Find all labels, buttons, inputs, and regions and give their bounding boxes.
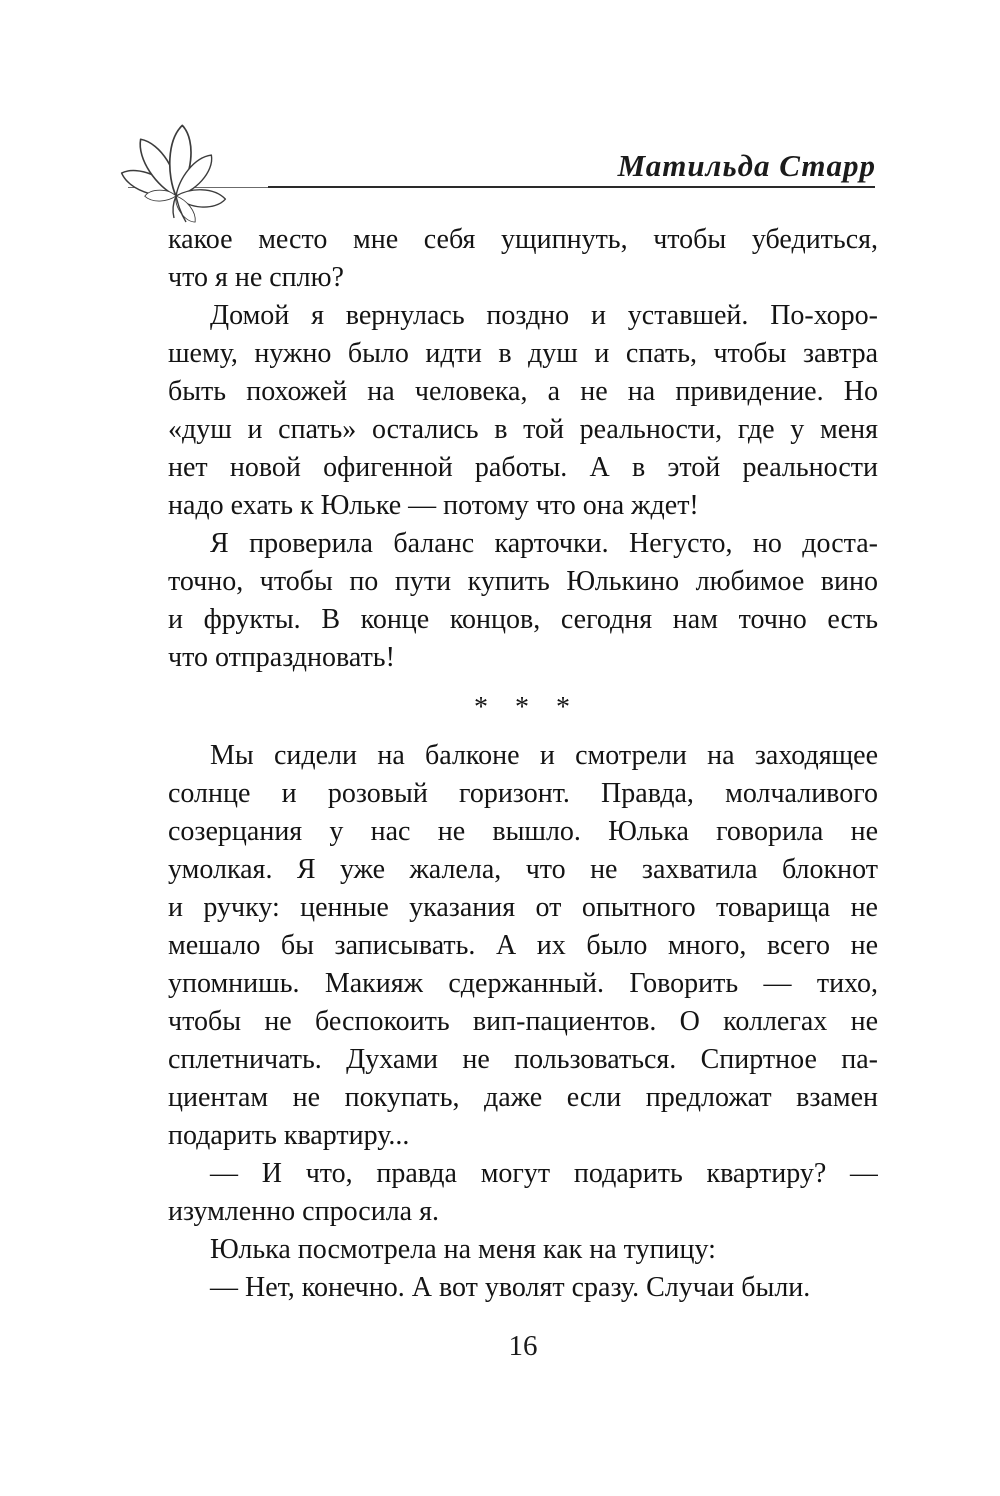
body-line: быть похожей на человека, а не на привидение. Но bbox=[168, 376, 878, 407]
body-line: сплетничать. Духами не пользоваться. Спиртное па- bbox=[168, 1044, 878, 1075]
paragraph bbox=[168, 1155, 878, 1231]
body-line: Я проверила баланс карточки. Негусто, но доста- bbox=[210, 528, 878, 559]
paragraph bbox=[168, 1269, 878, 1307]
body-line: солнце и розовый горизонт. Правда, молчаливого bbox=[168, 778, 878, 809]
paragraph bbox=[168, 525, 878, 677]
page-body bbox=[168, 221, 878, 1307]
body-line: — И что, правда могут подарить квартиру? — bbox=[210, 1158, 878, 1189]
page-number: 16 bbox=[508, 1330, 538, 1362]
flower-ornament-icon bbox=[118, 88, 263, 228]
header-rule-right bbox=[268, 186, 875, 188]
body-line: что я не сплю? bbox=[168, 262, 344, 293]
body-line: чтобы не беспокоить вип-пациентов. О коллегах не bbox=[168, 1006, 878, 1037]
body-line: подарить квартиру... bbox=[168, 1120, 410, 1151]
body-line: Мы сидели на балконе и смотрели на заходящее bbox=[210, 740, 878, 771]
body-line: изумленно спросила я. bbox=[168, 1196, 439, 1227]
paragraph bbox=[168, 1231, 878, 1269]
body-line: Домой я вернулась поздно и уставшей. По-хоро- bbox=[210, 300, 878, 331]
author-name: Матильда Старр bbox=[617, 148, 876, 183]
paragraph bbox=[168, 737, 878, 1155]
body-line: нет новой офигенной работы. А в этой реальности bbox=[168, 452, 878, 483]
section-separator: * * * bbox=[474, 692, 572, 723]
body-line: что отпраздновать! bbox=[168, 642, 395, 673]
body-line: шему, нужно было идти в душ и спать, чтобы завтра bbox=[168, 338, 878, 369]
body-line: мешало бы записывать. А их было много, всего не bbox=[168, 930, 878, 961]
body-line: и ручку: ценные указания от опытного товарища не bbox=[168, 892, 878, 923]
body-line: Юлька посмотрела на меня как на тупицу: bbox=[210, 1234, 716, 1265]
body-line: упомнишь. Макияж сдержанный. Говорить — тихо, bbox=[168, 968, 878, 999]
body-line: циентам не покупать, даже если предложат взамен bbox=[168, 1082, 878, 1113]
paragraph bbox=[168, 221, 878, 297]
body-line: «душ и спать» остались в той реальности, где у меня bbox=[168, 414, 878, 445]
body-line: умолкая. Я уже жалела, что не захватила блокнот bbox=[168, 854, 878, 885]
body-line: какое место мне себя ущипнуть, чтобы убедиться, bbox=[168, 224, 878, 255]
body-line: созерцания у нас не вышло. Юлька говорила не bbox=[168, 816, 878, 847]
body-line: точно, чтобы по пути купить Юлькино любимое вино bbox=[168, 566, 878, 597]
body-line: и фрукты. В конце концов, сегодня нам точно есть bbox=[168, 604, 878, 635]
body-line: надо ехать к Юльке — потому что она ждет! bbox=[168, 490, 699, 521]
paragraph bbox=[168, 297, 878, 525]
body-line: — Нет, конечно. А вот уволят сразу. Случаи были. bbox=[210, 1272, 811, 1303]
